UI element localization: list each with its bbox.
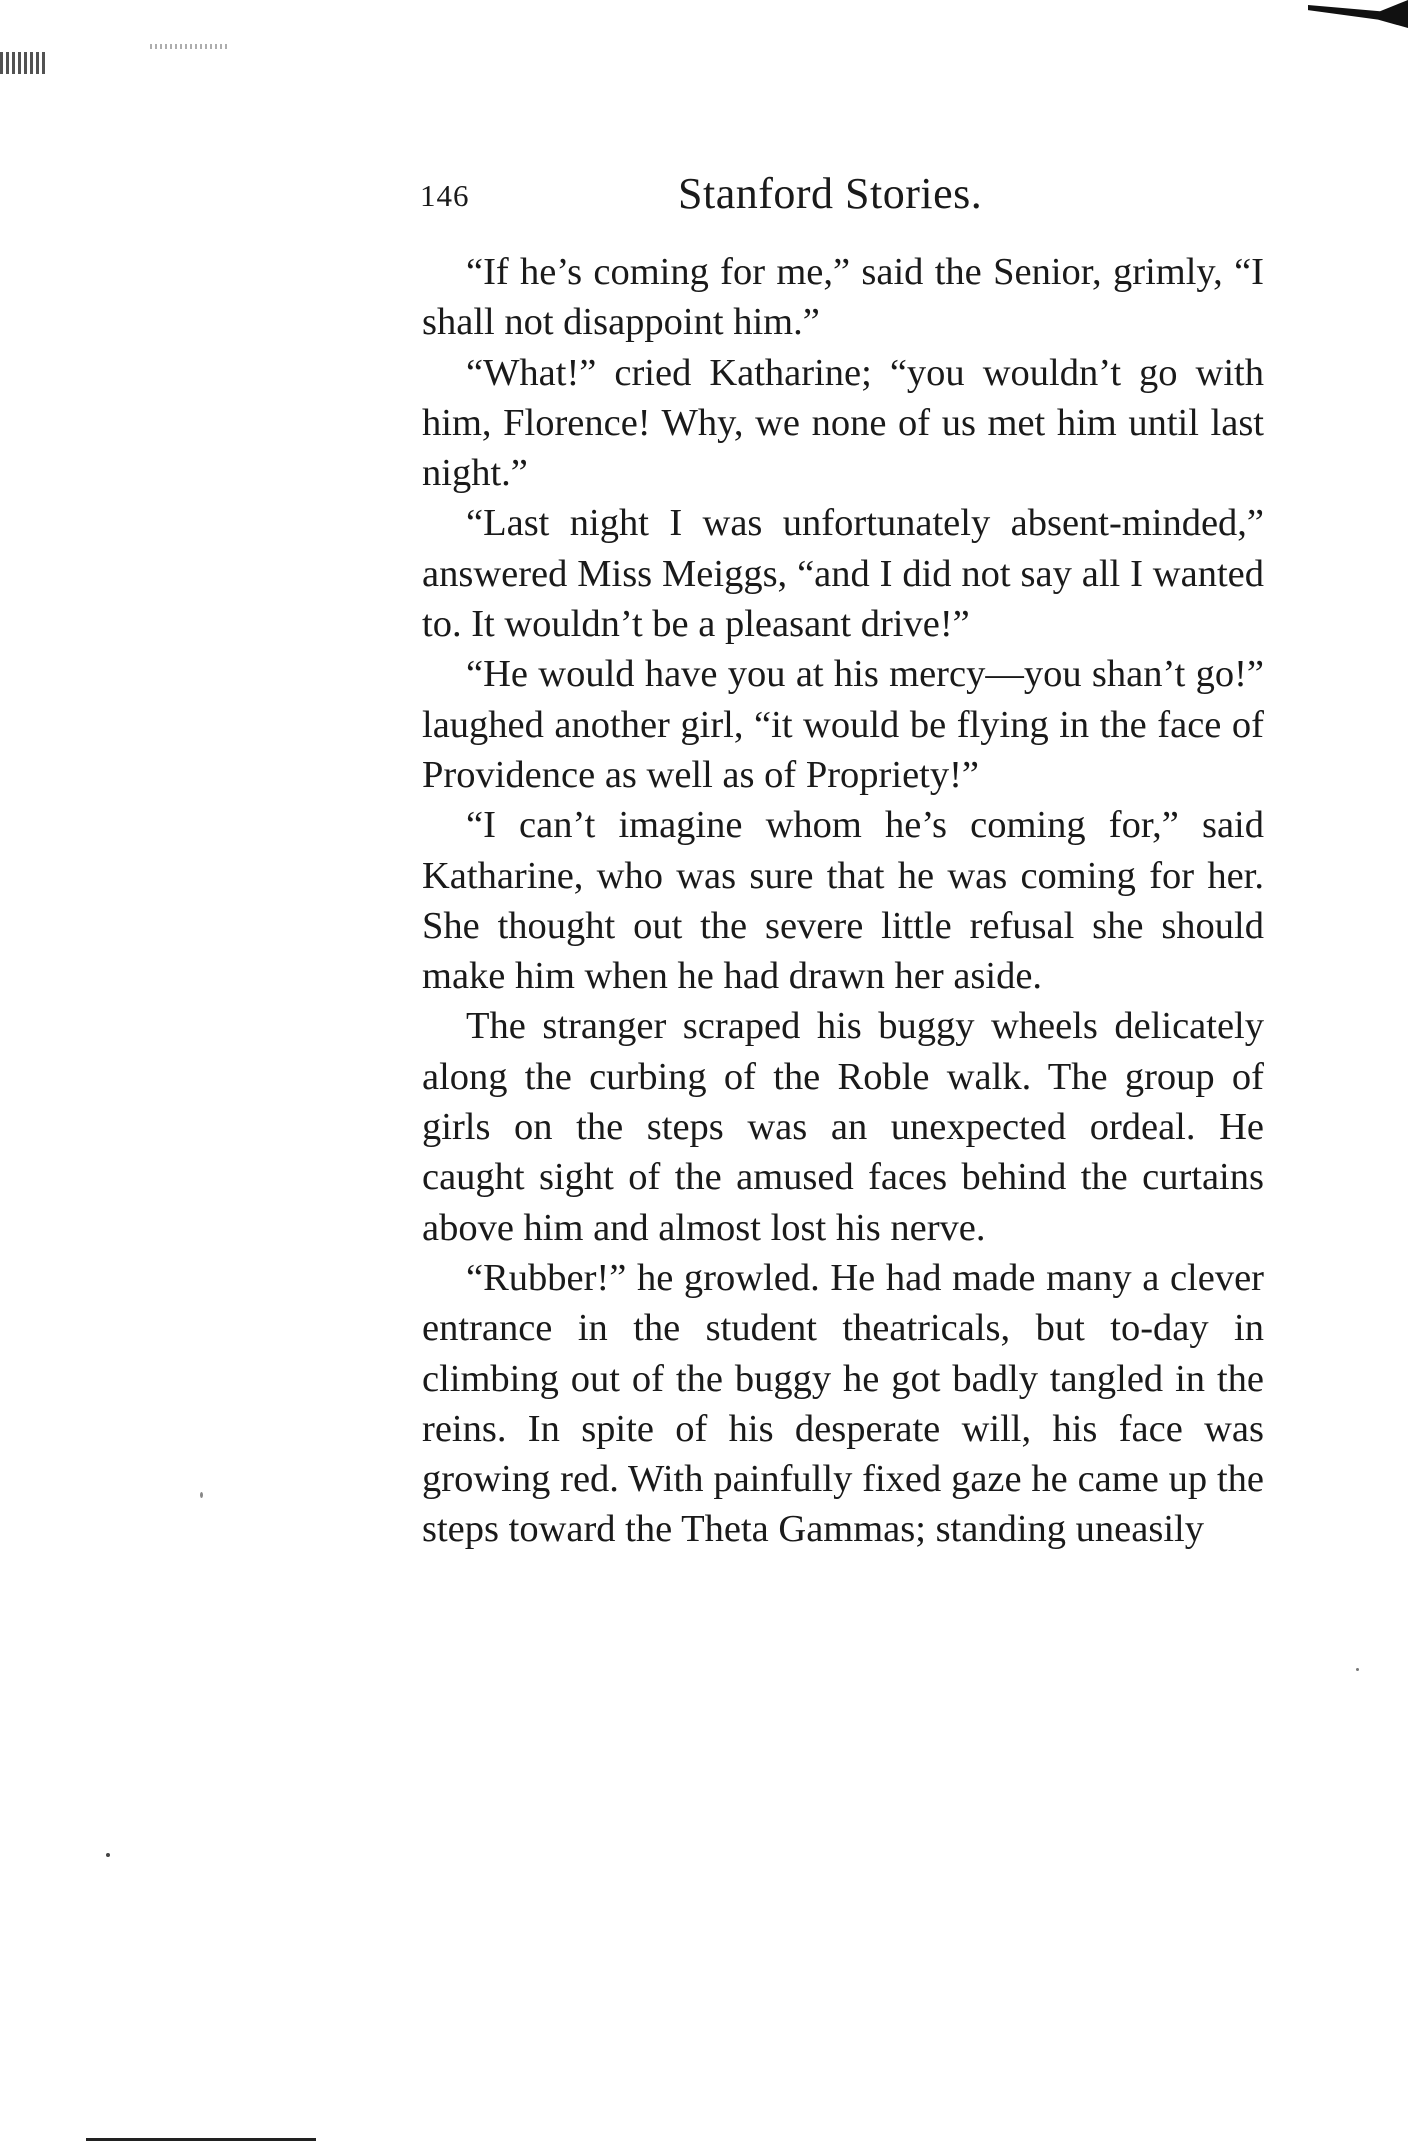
paragraph: “I can’t imagine whom he’s coming for,” said Katharine, who was sure that he was coming for her. She thought out the severe little refusal she should make him when he had drawn her aside. [422, 804, 1264, 998]
paragraph: The stranger scraped his buggy wheels delicately along the curbing of the Roble walk. The group of girls on the steps was an unexpected ordeal. He caught sight of the amused faces behind the curtains above him and almost lost his nerve. [422, 1005, 1264, 1249]
scan-speck [200, 1492, 203, 1498]
scan-speck [1356, 1668, 1359, 1671]
paragraph: “He would have you at his mercy—you shan’t go!” laughed another girl, “it would be flying in the face of Providence as well as of Propriety!” [422, 653, 1264, 796]
running-head: Stanford Stories. [678, 169, 983, 218]
scan-artifact-bottom-rule [86, 2138, 316, 2141]
scan-artifact-top-right [1308, 0, 1408, 28]
scan-speck [106, 1853, 110, 1857]
paragraph: “Last night I was unfortunately absent-minded,” answered Miss Meiggs, “and I did not say all I wanted to. It wouldn’t be a pleasant drive!” [422, 502, 1264, 646]
paragraph: “What!” cried Katharine; “you wouldn’t go with him, Florence! Why, we none of us met him until last night.” [422, 351, 1264, 495]
page-number: 146 [420, 178, 470, 213]
paragraph: “If he’s coming for me,” said the Senior, grimly, “I shall not disappoint him.” [422, 251, 1264, 344]
scan-artifact-top-smudge [150, 44, 230, 49]
paragraph: “Rubber!” he growled. He had made many a clever entrance in the student theatricals, but to-day in climbing out of the buggy he got badly tangled in the reins. In spite of his desperate will, his face was growing red. With painfully fixed gaze he came up the steps toward the Theta Gammas; standing uneasily [422, 1256, 1264, 1551]
page-header [420, 168, 1320, 228]
body-text [422, 247, 1264, 1827]
scan-artifact-top-left [0, 52, 46, 74]
